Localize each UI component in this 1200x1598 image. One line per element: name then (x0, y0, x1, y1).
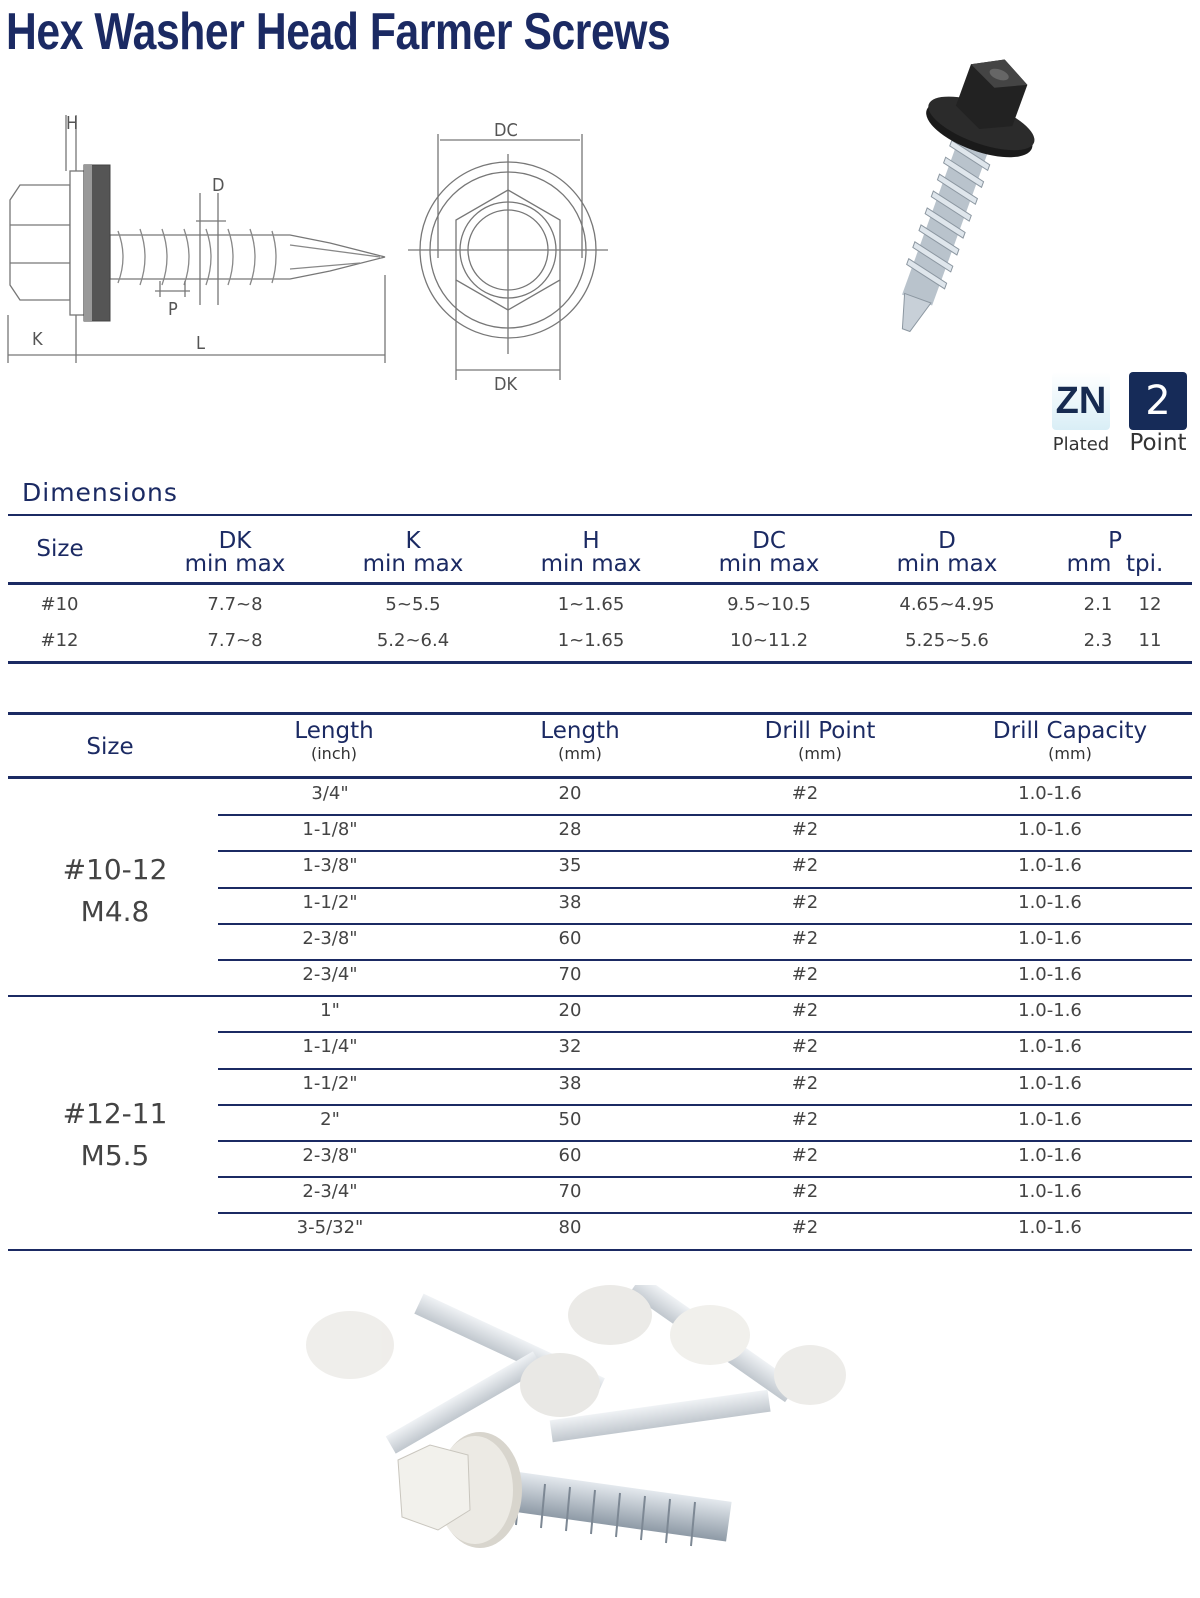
divider (8, 712, 1192, 715)
dim-header-dc: DC min max (718, 528, 820, 577)
table-cell-point: #2 (791, 964, 819, 985)
table-cell-point: #2 (791, 1036, 819, 1058)
table-cell-inch: 3/4" (311, 783, 349, 804)
label-dk: DK (494, 374, 518, 395)
table-cell-inch: 1-1/8" (302, 819, 358, 841)
label-k: K (32, 329, 43, 350)
group-size-label: #12-11 M5.5 (62, 1097, 168, 1172)
table-cell-mm: 20 (558, 783, 582, 804)
table-cell-point: #2 (791, 783, 819, 804)
dim-header-k: K min max (362, 528, 464, 577)
divider (8, 582, 1192, 585)
table-cell-mm: 70 (558, 964, 582, 985)
divider (8, 514, 1192, 516)
table-cell-capacity: 1.0-1.6 (1018, 1108, 1082, 1130)
product-photo-cluster (290, 1285, 870, 1595)
label-d: D (212, 175, 225, 196)
table-cell-mm: 70 (558, 1181, 582, 1203)
table-cell-mm: 38 (558, 1072, 582, 1094)
dimensions-title: Dimensions (22, 478, 178, 507)
table-cell-inch: 1-1/2" (302, 1072, 358, 1094)
page-title: Hex Washer Head Farmer Screws (6, 3, 671, 61)
len-header-drill-point: Drill Point (mm) (764, 718, 876, 763)
table-cell-mm: 38 (558, 891, 582, 913)
point-badge: 2 (1129, 372, 1187, 430)
table-cell-mm: 28 (558, 819, 582, 841)
table-cell-mm: 80 (558, 1217, 582, 1239)
table-cell-inch: 2" (320, 1108, 340, 1130)
table-cell-capacity: 1.0-1.6 (1018, 964, 1082, 985)
table-cell-capacity: 1.0-1.6 (1018, 1217, 1082, 1239)
row-divider (8, 1249, 1192, 1251)
len-header-drill-capacity: Drill Capacity (mm) (992, 718, 1148, 763)
dim-header-h: H min max (540, 528, 642, 577)
table-cell-capacity: 1.0-1.6 (1018, 1145, 1082, 1166)
table-cell-mm: 60 (558, 927, 582, 949)
table-cell-capacity: 1.0-1.6 (1018, 891, 1082, 913)
table-cell-point: #2 (791, 891, 819, 913)
side-view-drawing (0, 105, 400, 380)
table-cell-point: #2 (791, 1181, 819, 1203)
table-cell-capacity: 1.0-1.6 (1018, 819, 1082, 841)
table-cell-inch: 1-3/8" (302, 855, 358, 877)
table-cell-capacity: 1.0-1.6 (1018, 1000, 1082, 1022)
table-cell-inch: 1-1/4" (302, 1036, 358, 1058)
table-cell-point: #2 (791, 1108, 819, 1130)
label-l: L (196, 333, 206, 354)
table-cell-mm: 32 (558, 1036, 582, 1058)
table-cell-point: #2 (791, 819, 819, 841)
group-size-label: #10-12 M4.8 (62, 853, 168, 928)
table-cell-capacity: 1.0-1.6 (1018, 1072, 1082, 1094)
divider (8, 661, 1192, 664)
table-cell-capacity: 1.0-1.6 (1018, 855, 1082, 877)
product-photo-screw (870, 28, 1050, 358)
table-cell-capacity: 1.0-1.6 (1018, 927, 1082, 949)
table-cell-mm: 50 (558, 1108, 582, 1130)
table-cell-point: #2 (791, 927, 819, 949)
table-cell-inch: 1" (320, 1000, 340, 1022)
table-cell-inch: 2-3/4" (302, 964, 358, 985)
table-cell-point: #2 (791, 855, 819, 877)
label-dc: DC (494, 120, 518, 141)
dim-header-dk: DK min max (184, 528, 286, 577)
table-cell-point: #2 (791, 1217, 819, 1239)
zn-badge: ZN (1052, 372, 1110, 430)
table-cell-mm: 60 (558, 1145, 582, 1166)
len-header-inch: Length (inch) (294, 718, 374, 763)
top-view-drawing (408, 118, 608, 398)
table-cell-point: #2 (791, 1145, 819, 1166)
label-h: H (66, 113, 79, 134)
point-caption: Point (1129, 430, 1187, 456)
table-cell-inch: 2-3/4" (302, 1181, 358, 1203)
table-cell-point: #2 (791, 1000, 819, 1022)
table-cell-point: #2 (791, 1072, 819, 1094)
table-cell-capacity: 1.0-1.6 (1018, 1036, 1082, 1058)
dim-header-d: D min max (896, 528, 998, 577)
table-cell-inch: 1-1/2" (302, 891, 358, 913)
table-cell-inch: 3-5/32" (296, 1217, 364, 1239)
label-p: P (168, 299, 178, 320)
table-cell-mm: 35 (558, 855, 582, 877)
table-cell-mm: 20 (558, 1000, 582, 1022)
zn-caption: Plated (1052, 434, 1110, 455)
len-header-size: Size (86, 734, 134, 760)
table-cell-inch: 2-3/8" (302, 1145, 358, 1166)
dim-header-size: Size (36, 536, 84, 562)
table-cell-capacity: 1.0-1.6 (1018, 783, 1082, 804)
table-cell-capacity: 1.0-1.6 (1018, 1181, 1082, 1203)
table-cell-inch: 2-3/8" (302, 927, 358, 949)
dim-header-p: P mm tpi. (1066, 528, 1164, 577)
len-header-mm: Length (mm) (540, 718, 620, 763)
